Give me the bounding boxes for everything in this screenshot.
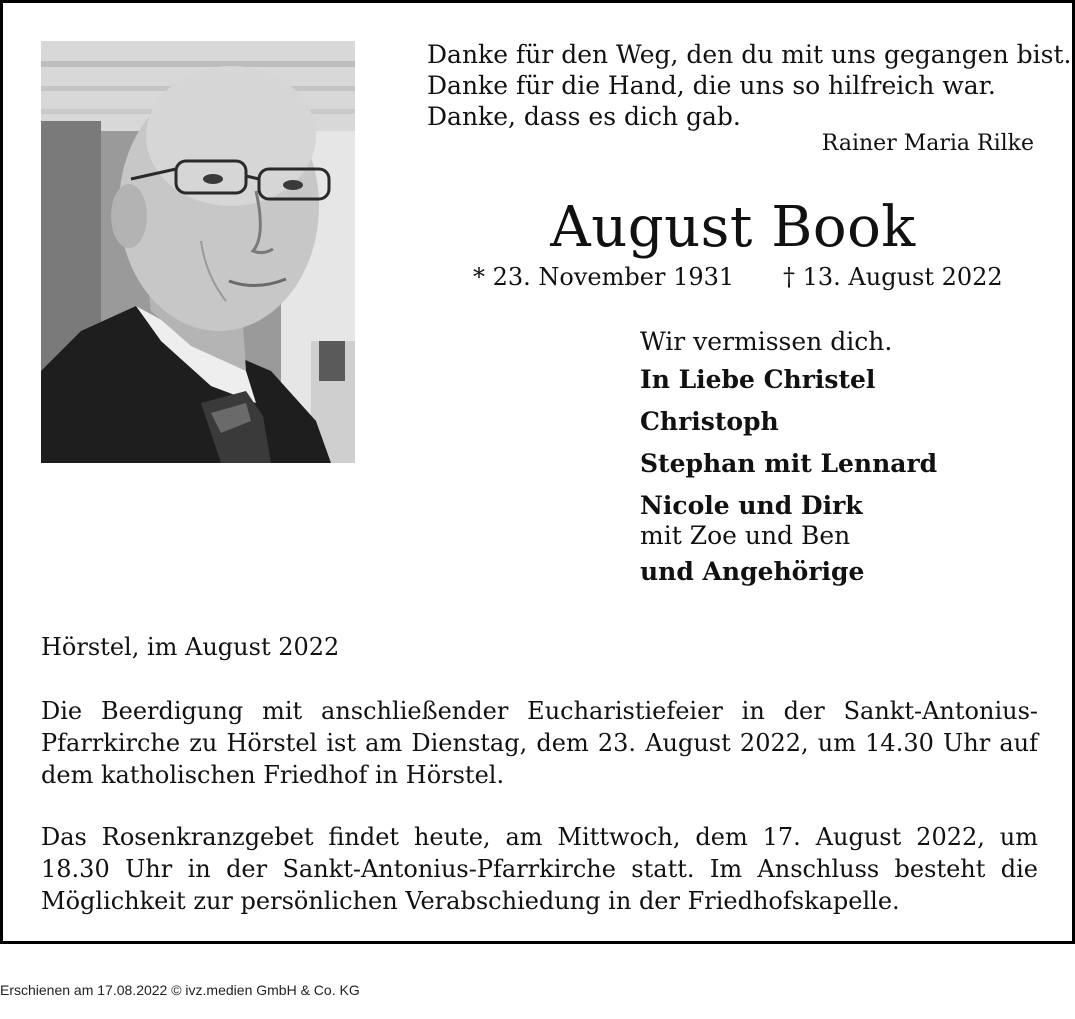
family-member: Stephan mit Lennard: [640, 449, 938, 478]
family-member-sub: mit Zoe und Ben: [640, 521, 851, 550]
family-member: In Liebe Christel: [640, 365, 876, 394]
quote-line: Danke, dass es dich gab.: [427, 102, 741, 131]
publication-footer: Erschienen am 17.08.2022 © ivz.medien GmbH & Co. KG: [0, 982, 360, 998]
funeral-paragraph: Die Beerdigung mit anschließender Eucharistiefeier in der Sankt-Antonius-Pfarrkirche zu Hörstel ist am Dienstag, dem 23. August 2022, um 14.30 Uhr auf dem katholischen Friedhof in Hörstel.: [41, 697, 1038, 789]
quote-line: Danke für die Hand, die uns so hilfreich war.: [427, 71, 996, 100]
rosary-paragraph: Das Rosenkranzgebet findet heute, am Mittwoch, dem 17. August 2022, um 18.30 Uhr in der Sankt-Antonius-Pfarrkirche statt. Im Anschluss besteht die Möglichkeit zur persönlichen Verabschiedung in der Friedhofskapelle.: [41, 823, 1038, 915]
family-block: [640, 325, 937, 593]
family-member: Christoph: [640, 407, 779, 436]
quote-author: Rainer Maria Rilke: [821, 131, 1034, 156]
place-date: Hörstel, im August 2022: [41, 633, 340, 661]
birth-date: * 23. November 1931: [473, 263, 735, 291]
death-date: † 13. August 2022: [783, 263, 1003, 291]
quote-line: Danke für den Weg, den du mit uns gegangen bist.: [427, 40, 1072, 69]
deceased-name: August Book: [550, 195, 916, 260]
family-member: und Angehörige: [640, 557, 865, 586]
family-intro: Wir vermissen dich.: [640, 327, 893, 356]
rilke-quote: [427, 39, 1071, 132]
portrait-photo: [41, 41, 355, 463]
family-member: Nicole und Dirk: [640, 491, 863, 520]
